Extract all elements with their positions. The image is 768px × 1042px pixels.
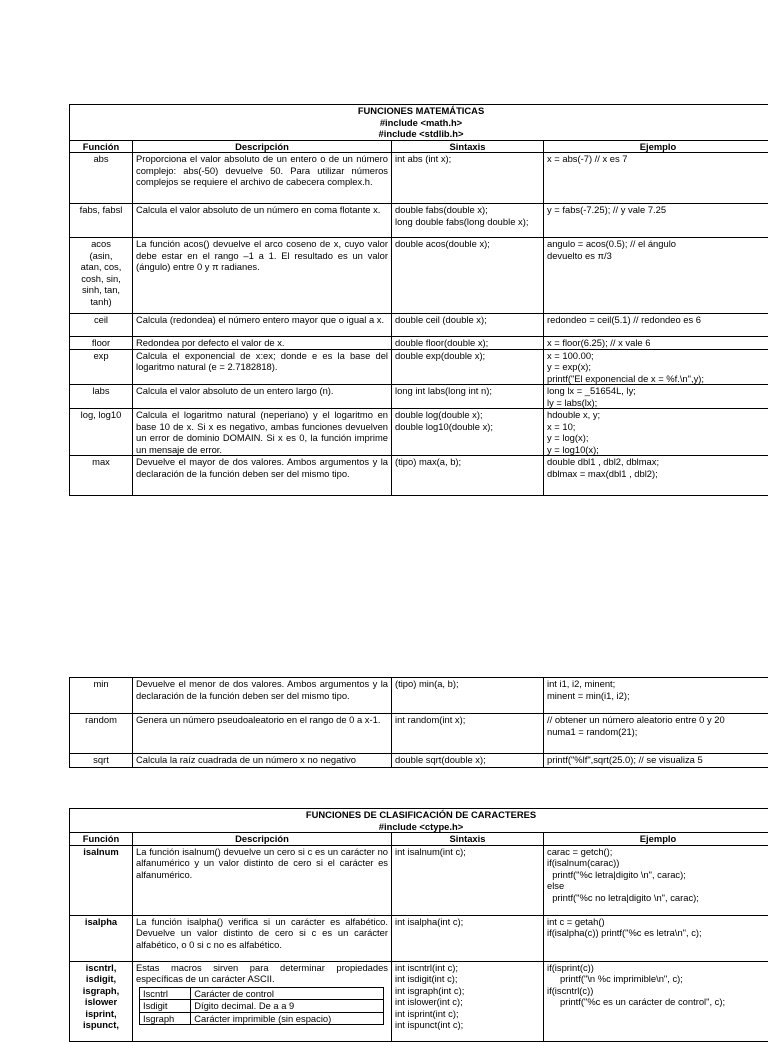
- char-classification-table: [69, 808, 768, 1042]
- syntax-cell: [392, 409, 544, 456]
- example-line: printf("%c no letra|digito \n", carac);: [547, 892, 768, 904]
- function-name: isalpha: [70, 915, 133, 961]
- function-name: log, log10: [70, 409, 133, 456]
- syntax-cell: [392, 845, 544, 915]
- function-name: floor: [70, 337, 133, 350]
- table-row: [70, 714, 768, 754]
- description-cell: [133, 754, 392, 768]
- example-line: carac = getch();: [547, 846, 768, 858]
- column-header: Sintaxis: [392, 833, 544, 846]
- syntax-line: int islower(int c);: [395, 996, 540, 1008]
- syntax-line: int isprint(int c);: [395, 1008, 540, 1020]
- description-text: La función isalpha() verifica si un carácter es alfabético. Devuelve un valor distinto de cero si c es un carácter alfabético, o 0 si c no es alfabético.: [136, 916, 388, 950]
- syntax-line: (tipo) max(a, b);: [395, 456, 540, 468]
- table-row: [70, 153, 768, 204]
- syntax-line: double acos(double x);: [395, 238, 540, 250]
- table-title-line: FUNCIONES MATEMÁTICAS: [73, 105, 768, 117]
- example-line: y = exp(x);: [547, 361, 768, 373]
- table-title-line: #include <math.h>: [73, 117, 768, 129]
- syntax-line: int abs (int x);: [395, 153, 540, 165]
- syntax-cell: [392, 337, 544, 350]
- example-line: if(iscntrl(c)): [547, 985, 768, 997]
- table-row: [70, 204, 768, 238]
- example-cell: [544, 385, 768, 409]
- description-cell: [133, 915, 392, 961]
- description-cell: [133, 337, 392, 350]
- syntax-line: long double fabs(long double x);: [395, 216, 540, 228]
- syntax-cell: [392, 204, 544, 238]
- example-line: redondeo = ceil(5.1) // redondeo es 6: [547, 314, 768, 326]
- function-name: labs: [70, 385, 133, 409]
- example-cell: [544, 314, 768, 337]
- example-cell: [544, 915, 768, 961]
- description-cell: [133, 204, 392, 238]
- description-cell: [133, 349, 392, 385]
- example-line: numa1 = random(21);: [547, 726, 768, 738]
- description-cell: [133, 314, 392, 337]
- description-text: Devuelve el mayor de dos valores. Ambos argumentos y la declaración de la función deben ser del mismo tipo.: [136, 456, 388, 479]
- example-line: dblmax = max(dbl1 , dbl2);: [547, 468, 768, 480]
- example-cell: [544, 845, 768, 915]
- column-header: Ejemplo: [544, 140, 768, 153]
- syntax-cell: [392, 678, 544, 714]
- subtable-row: [140, 1012, 384, 1025]
- description-text: Calcula el valor absoluto de un número en coma flotante x.: [136, 204, 380, 215]
- example-line: printf("\n %c imprimible\n", c);: [547, 973, 768, 985]
- table-row: [70, 385, 768, 409]
- function-name: fabs, fabsl: [70, 204, 133, 238]
- subtable-cell: Carácter de control: [191, 987, 384, 1000]
- example-line: int i1, i2, minent;: [547, 678, 768, 690]
- description-text: Proporciona el valor absoluto de un entero o de un número complejo: abs(-50) devuelve 50. Para utilizar números complejos se requiere el archivo de cabecera complex.h.: [136, 153, 388, 187]
- description-text: La función isalnum() devuelve un cero si c es un carácter no alfanumérico y un valor distinto de cero si el carácter es alfanumérico.: [136, 846, 388, 880]
- description-cell: [133, 714, 392, 754]
- description-cell: [133, 961, 392, 1041]
- syntax-cell: [392, 961, 544, 1041]
- header-row: [70, 833, 768, 846]
- column-header: Función: [70, 140, 133, 153]
- description-cell: [133, 456, 392, 496]
- syntax-cell: [392, 153, 544, 204]
- subtable-cell: Dígito decimal. De a a 9: [191, 1000, 384, 1013]
- table-row: [70, 845, 768, 915]
- syntax-cell: [392, 456, 544, 496]
- syntax-line: int isalnum(int c);: [395, 846, 540, 858]
- example-line: if(isalpha(c)) printf("%c es letra\n", c);: [547, 927, 768, 939]
- example-line: printf("%lf",sqrt(25.0); // se visualiza 5: [547, 754, 768, 766]
- example-line: ly = labs(lx);: [547, 397, 768, 409]
- table-row: [70, 238, 768, 314]
- example-cell: [544, 153, 768, 204]
- example-line: y = log10(x);: [547, 444, 768, 456]
- description-text: Devuelve el menor de dos valores. Ambos argumentos y la declaración de la función deben ser del mismo tipo.: [136, 678, 388, 701]
- example-cell: [544, 678, 768, 714]
- table-row: [70, 314, 768, 337]
- subtable-cell: Carácter imprimible (sin espacio): [191, 1012, 384, 1025]
- column-header: Descripción: [133, 140, 392, 153]
- table-title-row: [70, 809, 768, 833]
- example-line: printf("El exponencial de x = %f.\n",y);: [547, 373, 768, 385]
- description-cell: [133, 385, 392, 409]
- description-text: Estas macros sirven para determinar propiedades específicas de un carácter ASCII.: [136, 962, 388, 985]
- description-text: Redondea por defecto el valor de x.: [136, 337, 285, 348]
- table-title-line: FUNCIONES DE CLASIFICACIÓN DE CARACTERES: [73, 809, 768, 821]
- syntax-line: double exp(double x);: [395, 350, 540, 362]
- example-line: if(isalnum(carac)): [547, 857, 768, 869]
- function-name: sqrt: [70, 754, 133, 768]
- syntax-line: double ceil (double x);: [395, 314, 540, 326]
- column-header: Ejemplo: [544, 833, 768, 846]
- column-header: Función: [70, 833, 133, 846]
- syntax-cell: [392, 349, 544, 385]
- example-cell: [544, 238, 768, 314]
- description-text: Genera un número pseudoaleatorio en el rango de 0 a x-1.: [136, 714, 380, 725]
- example-cell: [544, 754, 768, 768]
- function-name: max: [70, 456, 133, 496]
- example-line: y = log(x);: [547, 432, 768, 444]
- function-name: abs: [70, 153, 133, 204]
- column-header: Descripción: [133, 833, 392, 846]
- syntax-cell: [392, 714, 544, 754]
- example-cell: [544, 349, 768, 385]
- example-line: x = 100.00;: [547, 350, 768, 362]
- table-row: [70, 409, 768, 456]
- subtable-cell: Isgraph: [140, 1012, 191, 1025]
- syntax-line: double floor(double x);: [395, 337, 540, 349]
- example-cell: [544, 714, 768, 754]
- table-row: [70, 754, 768, 768]
- description-text: Calcula (redondea) el número entero mayor que o igual a x.: [136, 314, 384, 325]
- function-name: isalnum: [70, 845, 133, 915]
- example-line: hdouble x, y;: [547, 409, 768, 421]
- function-name: min: [70, 678, 133, 714]
- syntax-line: double log(double x);: [395, 409, 540, 421]
- example-line: else: [547, 880, 768, 892]
- example-line: x = floor(6.25); // x vale 6: [547, 337, 768, 349]
- table-row: [70, 961, 768, 1041]
- subtable-row: [140, 987, 384, 1000]
- syntax-line: int isalpha(int c);: [395, 916, 540, 928]
- syntax-line: int ispunct(int c);: [395, 1019, 540, 1031]
- example-cell: [544, 456, 768, 496]
- table-title: [70, 809, 768, 833]
- subtable-cell: Isdigit: [140, 1000, 191, 1013]
- syntax-cell: [392, 385, 544, 409]
- description-text: Calcula el logaritmo natural (neperiano) y el logaritmo en base 10 de x. Si x es negativo, ambas funciones devuelven un error de dominio DOMAIN. Si x es 0, la función imprime un mensaje de error.: [136, 409, 388, 455]
- syntax-line: int random(int x);: [395, 714, 540, 726]
- syntax-line: double fabs(double x);: [395, 204, 540, 216]
- example-line: printf("%c es un carácter de control", c);: [547, 996, 768, 1008]
- table-row: [70, 456, 768, 496]
- syntax-line: double log10(double x);: [395, 421, 540, 433]
- description-cell: [133, 409, 392, 456]
- syntax-cell: [392, 754, 544, 768]
- description-cell: [133, 678, 392, 714]
- example-line: double dbl1 , dbl2, dblmax;: [547, 456, 768, 468]
- example-line: // obtener un número aleatorio entre 0 y 20: [547, 714, 768, 726]
- syntax-line: double sqrt(double x);: [395, 754, 540, 766]
- example-cell: [544, 337, 768, 350]
- subtable-row: [140, 1000, 384, 1013]
- description-text: Calcula el exponencial de x:ex; donde e es la base del logaritmo natural (e = 2.7182818).: [136, 350, 388, 373]
- example-line: printf("%c letra|digito \n", carac);: [547, 869, 768, 881]
- description-cell: [133, 845, 392, 915]
- function-name: acos (asin, atan, cos, cosh, sin, sinh, tan, tanh): [70, 238, 133, 314]
- function-name: ceil: [70, 314, 133, 337]
- description-text: Calcula la raíz cuadrada de un número x no negativo: [136, 754, 356, 765]
- example-line: int c = getah(): [547, 916, 768, 928]
- example-line: angulo = acos(0.5); // el ángulo: [547, 238, 768, 250]
- math-functions-table-continued: [69, 677, 768, 768]
- macro-subtable: [139, 987, 384, 1026]
- syntax-line: long int labs(long int n);: [395, 385, 540, 397]
- description-text: La función acos() devuelve el arco coseno de x, cuyo valor debe estar en el rango –1 a 1. El resultado es un valor (ángulo) entre 0 y π radianes.: [136, 238, 388, 272]
- example-line: x = abs(-7) // x es 7: [547, 153, 768, 165]
- table-row: [70, 678, 768, 714]
- syntax-line: int isgraph(int c);: [395, 985, 540, 997]
- description-cell: [133, 153, 392, 204]
- table-title: [70, 105, 768, 141]
- syntax-cell: [392, 314, 544, 337]
- example-cell: [544, 204, 768, 238]
- function-name: exp: [70, 349, 133, 385]
- example-line: if(isprint(c)): [547, 962, 768, 974]
- description-cell: [133, 238, 392, 314]
- table-row: [70, 337, 768, 350]
- example-cell: [544, 961, 768, 1041]
- example-line: x = 10;: [547, 421, 768, 433]
- example-line: minent = min(i1, i2);: [547, 690, 768, 702]
- syntax-cell: [392, 915, 544, 961]
- header-row: [70, 140, 768, 153]
- example-cell: [544, 409, 768, 456]
- table-title-line: #include <stdlib.h>: [73, 128, 768, 140]
- function-name: iscntrl, isdigit, isgraph, islower isprint, ispunct,: [70, 961, 133, 1041]
- syntax-line: (tipo) min(a, b);: [395, 678, 540, 690]
- description-text: Calcula el valor absoluto de un entero largo (n).: [136, 385, 334, 396]
- table-title-line: #include <ctype.h>: [73, 821, 768, 833]
- column-header: Sintaxis: [392, 140, 544, 153]
- table-row: [70, 915, 768, 961]
- table-row: [70, 349, 768, 385]
- example-line: long lx = _51654L, ly;: [547, 385, 768, 397]
- subtable-cell: Iscntrl: [140, 987, 191, 1000]
- example-line: y = fabs(-7.25); // y vale 7.25: [547, 204, 768, 216]
- table-title-row: [70, 105, 768, 141]
- math-functions-table: [69, 104, 768, 496]
- syntax-cell: [392, 238, 544, 314]
- example-line: devuelto es π/3: [547, 250, 768, 262]
- syntax-line: int isdigit(int c);: [395, 973, 540, 985]
- function-name: random: [70, 714, 133, 754]
- syntax-line: int iscntrl(int c);: [395, 962, 540, 974]
